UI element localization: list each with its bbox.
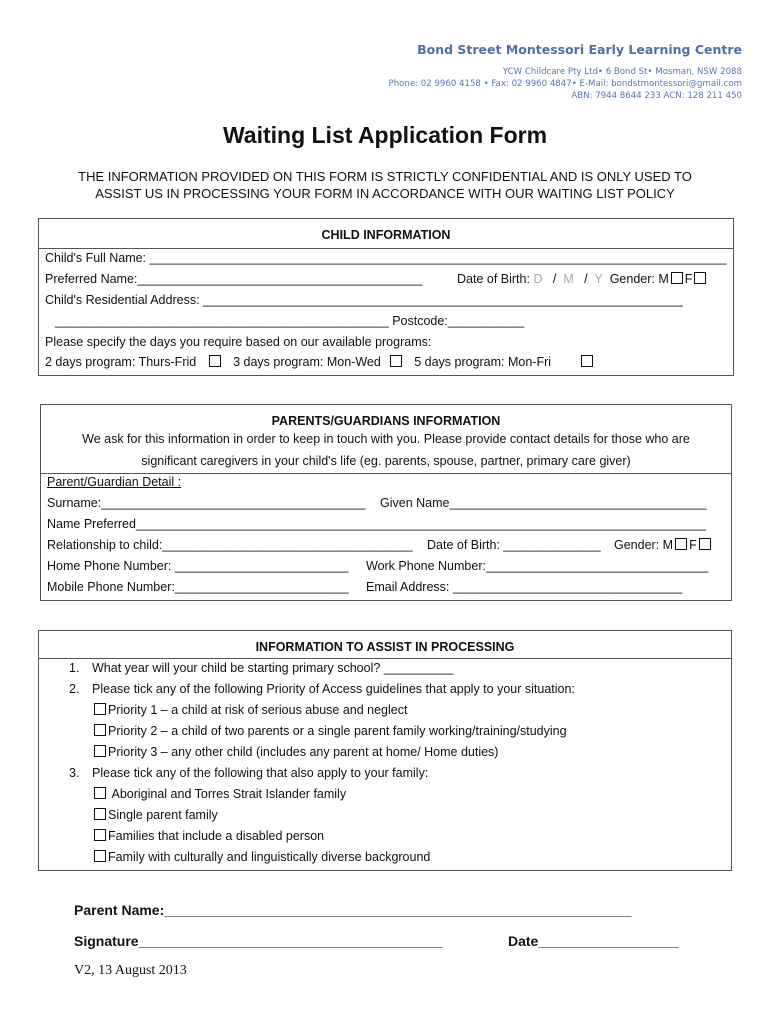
priority-2-option[interactable] [92,724,567,738]
checkbox[interactable] [94,745,106,757]
gender-male-checkbox[interactable] [671,272,683,284]
processing-information-section [38,630,732,871]
program-2-days-label: 2 days program: Thurs-Frid [45,355,197,369]
section-heading: PARENTS/GUARDIANS INFORMATION [271,414,501,428]
section-heading: CHILD INFORMATION [321,228,451,242]
checkbox[interactable] [94,787,106,799]
primary-school-year-field[interactable]: What year will your child be starting primary school? __________ [92,661,454,675]
option-label: Priority 1 – a child at risk of serious abuse and neglect [108,703,408,717]
divider [41,473,731,474]
child-information-section [38,218,734,376]
option-label: Single parent family [108,808,218,822]
gender-label: Gender: M [614,538,674,552]
gender-female-label: F [689,538,697,552]
home-phone-field[interactable]: Home Phone Number: _________________________ [47,559,349,573]
dob-day: D [533,272,543,286]
org-abn: ABN: 7944 8644 233 ACN: 128 211 450 [571,91,742,101]
guardian-detail-heading: Parent/Guardian Detail : [47,475,182,489]
work-phone-field[interactable]: Work Phone Number:________________________________ [366,559,709,573]
version-label: V2, 13 August 2013 [74,963,187,978]
checkbox[interactable] [94,808,106,820]
dob-slash: / [552,272,557,286]
dob-year: Y [594,272,603,286]
surname-field[interactable]: Surname:______________________________________ [47,496,366,510]
option-label: Family with culturally and linguistically diverse background [108,850,431,864]
gender-female-checkbox[interactable] [694,272,706,284]
program-5-days-label: 5 days program: Mon-Fri [414,355,552,369]
question-1-number: 1. [69,661,80,675]
divider [39,658,731,659]
org-address: YCW Childcare Pty Ltd• 6 Bond St• Mosman, NSW 2088 [502,67,742,77]
question-2-text: Please tick any of the following Priority of Access guidelines that apply to your situation: [92,682,575,696]
program-2-days-checkbox[interactable] [209,355,221,367]
parents-intro-line-1: We ask for this information in order to keep in touch with you. Please provide contact details for those who are [82,432,690,446]
single-parent-option[interactable] [92,808,218,822]
disabled-person-option[interactable] [92,829,324,843]
gender-female-checkbox[interactable] [699,538,711,550]
question-3-text: Please tick any of the following that also apply to your family: [92,766,429,780]
dob-slash: / [584,272,588,286]
gender-label: Gender: M [609,272,669,286]
preferred-name-field[interactable]: Preferred Name:_________________________________________ [45,272,423,286]
option-label: Families that include a disabled person [108,829,325,843]
confidential-notice [0,168,770,202]
option-label: Aboriginal and Torres Strait Islander family [111,787,347,801]
parent-gender-field [614,538,713,552]
parents-intro-line-2: significant caregivers in your child's life (eg. parents, spouse, partner, primary care giver) [141,454,631,468]
letterhead [389,42,742,102]
priority-1-option[interactable] [92,703,407,717]
question-2-number: 2. [69,682,80,696]
org-name: Bond Street Montessori Early Learning Centre [417,42,742,57]
program-3-days-checkbox[interactable] [390,355,402,367]
page-title: Waiting List Application Form [222,122,548,148]
parent-dob-field[interactable]: Date of Birth: ______________ [427,538,601,552]
gender-female-label: F [684,272,693,286]
diverse-background-option[interactable] [92,850,430,864]
name-preferred-field[interactable]: Name Preferred__________________________________________________________________________________ [47,517,706,531]
confidential-line-1: THE INFORMATION PROVIDED ON THIS FORM IS STRICTLY CONFIDENTIAL AND IS ONLY USED TO [78,169,692,184]
confidential-line-2: ASSIST US IN PROCESSING YOUR FORM IN ACCORDANCE WITH OUR WAITING LIST POLICY [95,186,675,201]
given-name-field[interactable]: Given Name_____________________________________ [380,496,707,510]
section-heading: INFORMATION TO ASSIST IN PROCESSING [255,640,515,654]
child-dob-field[interactable] [457,272,708,286]
checkbox[interactable] [94,850,106,862]
checkbox[interactable] [94,829,106,841]
postcode-field[interactable]: Postcode:___________ [392,314,525,328]
signature-field[interactable]: Signature_______________________________________ [74,933,443,949]
program-options [45,355,595,369]
relationship-field[interactable]: Relationship to child:____________________________________ [47,538,413,552]
dob-label: Date of Birth: [457,272,530,286]
parents-information-section [40,404,732,601]
gender-male-checkbox[interactable] [675,538,687,550]
program-instructions: Please specify the days you require based on our available programs: [45,335,432,349]
date-field[interactable]: Date__________________ [508,933,679,949]
checkbox[interactable] [94,703,106,715]
question-3-number: 3. [69,766,80,780]
program-5-days-checkbox[interactable] [581,355,593,367]
address-line-2-field[interactable] [55,314,524,328]
org-contact: Phone: 02 9960 4158 • Fax: 02 9960 4847• E-Mail: bondstmontessori@gmail.com [388,79,742,89]
email-field[interactable]: Email Address: _________________________________ [366,580,683,594]
checkbox[interactable] [94,724,106,736]
aboriginal-family-option[interactable] [92,787,346,801]
mobile-phone-field[interactable]: Mobile Phone Number:_________________________ [47,580,349,594]
priority-3-option[interactable] [92,745,498,759]
option-label: Priority 2 – a child of two parents or a single parent family working/training/studying [108,724,567,738]
address-line-2: ________________________________________________ [55,314,389,328]
option-label: Priority 3 – any other child (includes any parent at home/ Home duties) [108,745,499,759]
divider [39,248,733,249]
parent-name-field[interactable]: Parent Name:____________________________________________________________ [74,902,632,918]
program-3-days-label: 3 days program: Mon-Wed [233,355,381,369]
child-full-name-field[interactable]: Child's Full Name: ___________________________________________________________________________________ [45,251,727,265]
dob-month: M [563,272,574,286]
residential-address-field[interactable]: Child's Residential Address: _____________________________________________________________________ [45,293,683,307]
